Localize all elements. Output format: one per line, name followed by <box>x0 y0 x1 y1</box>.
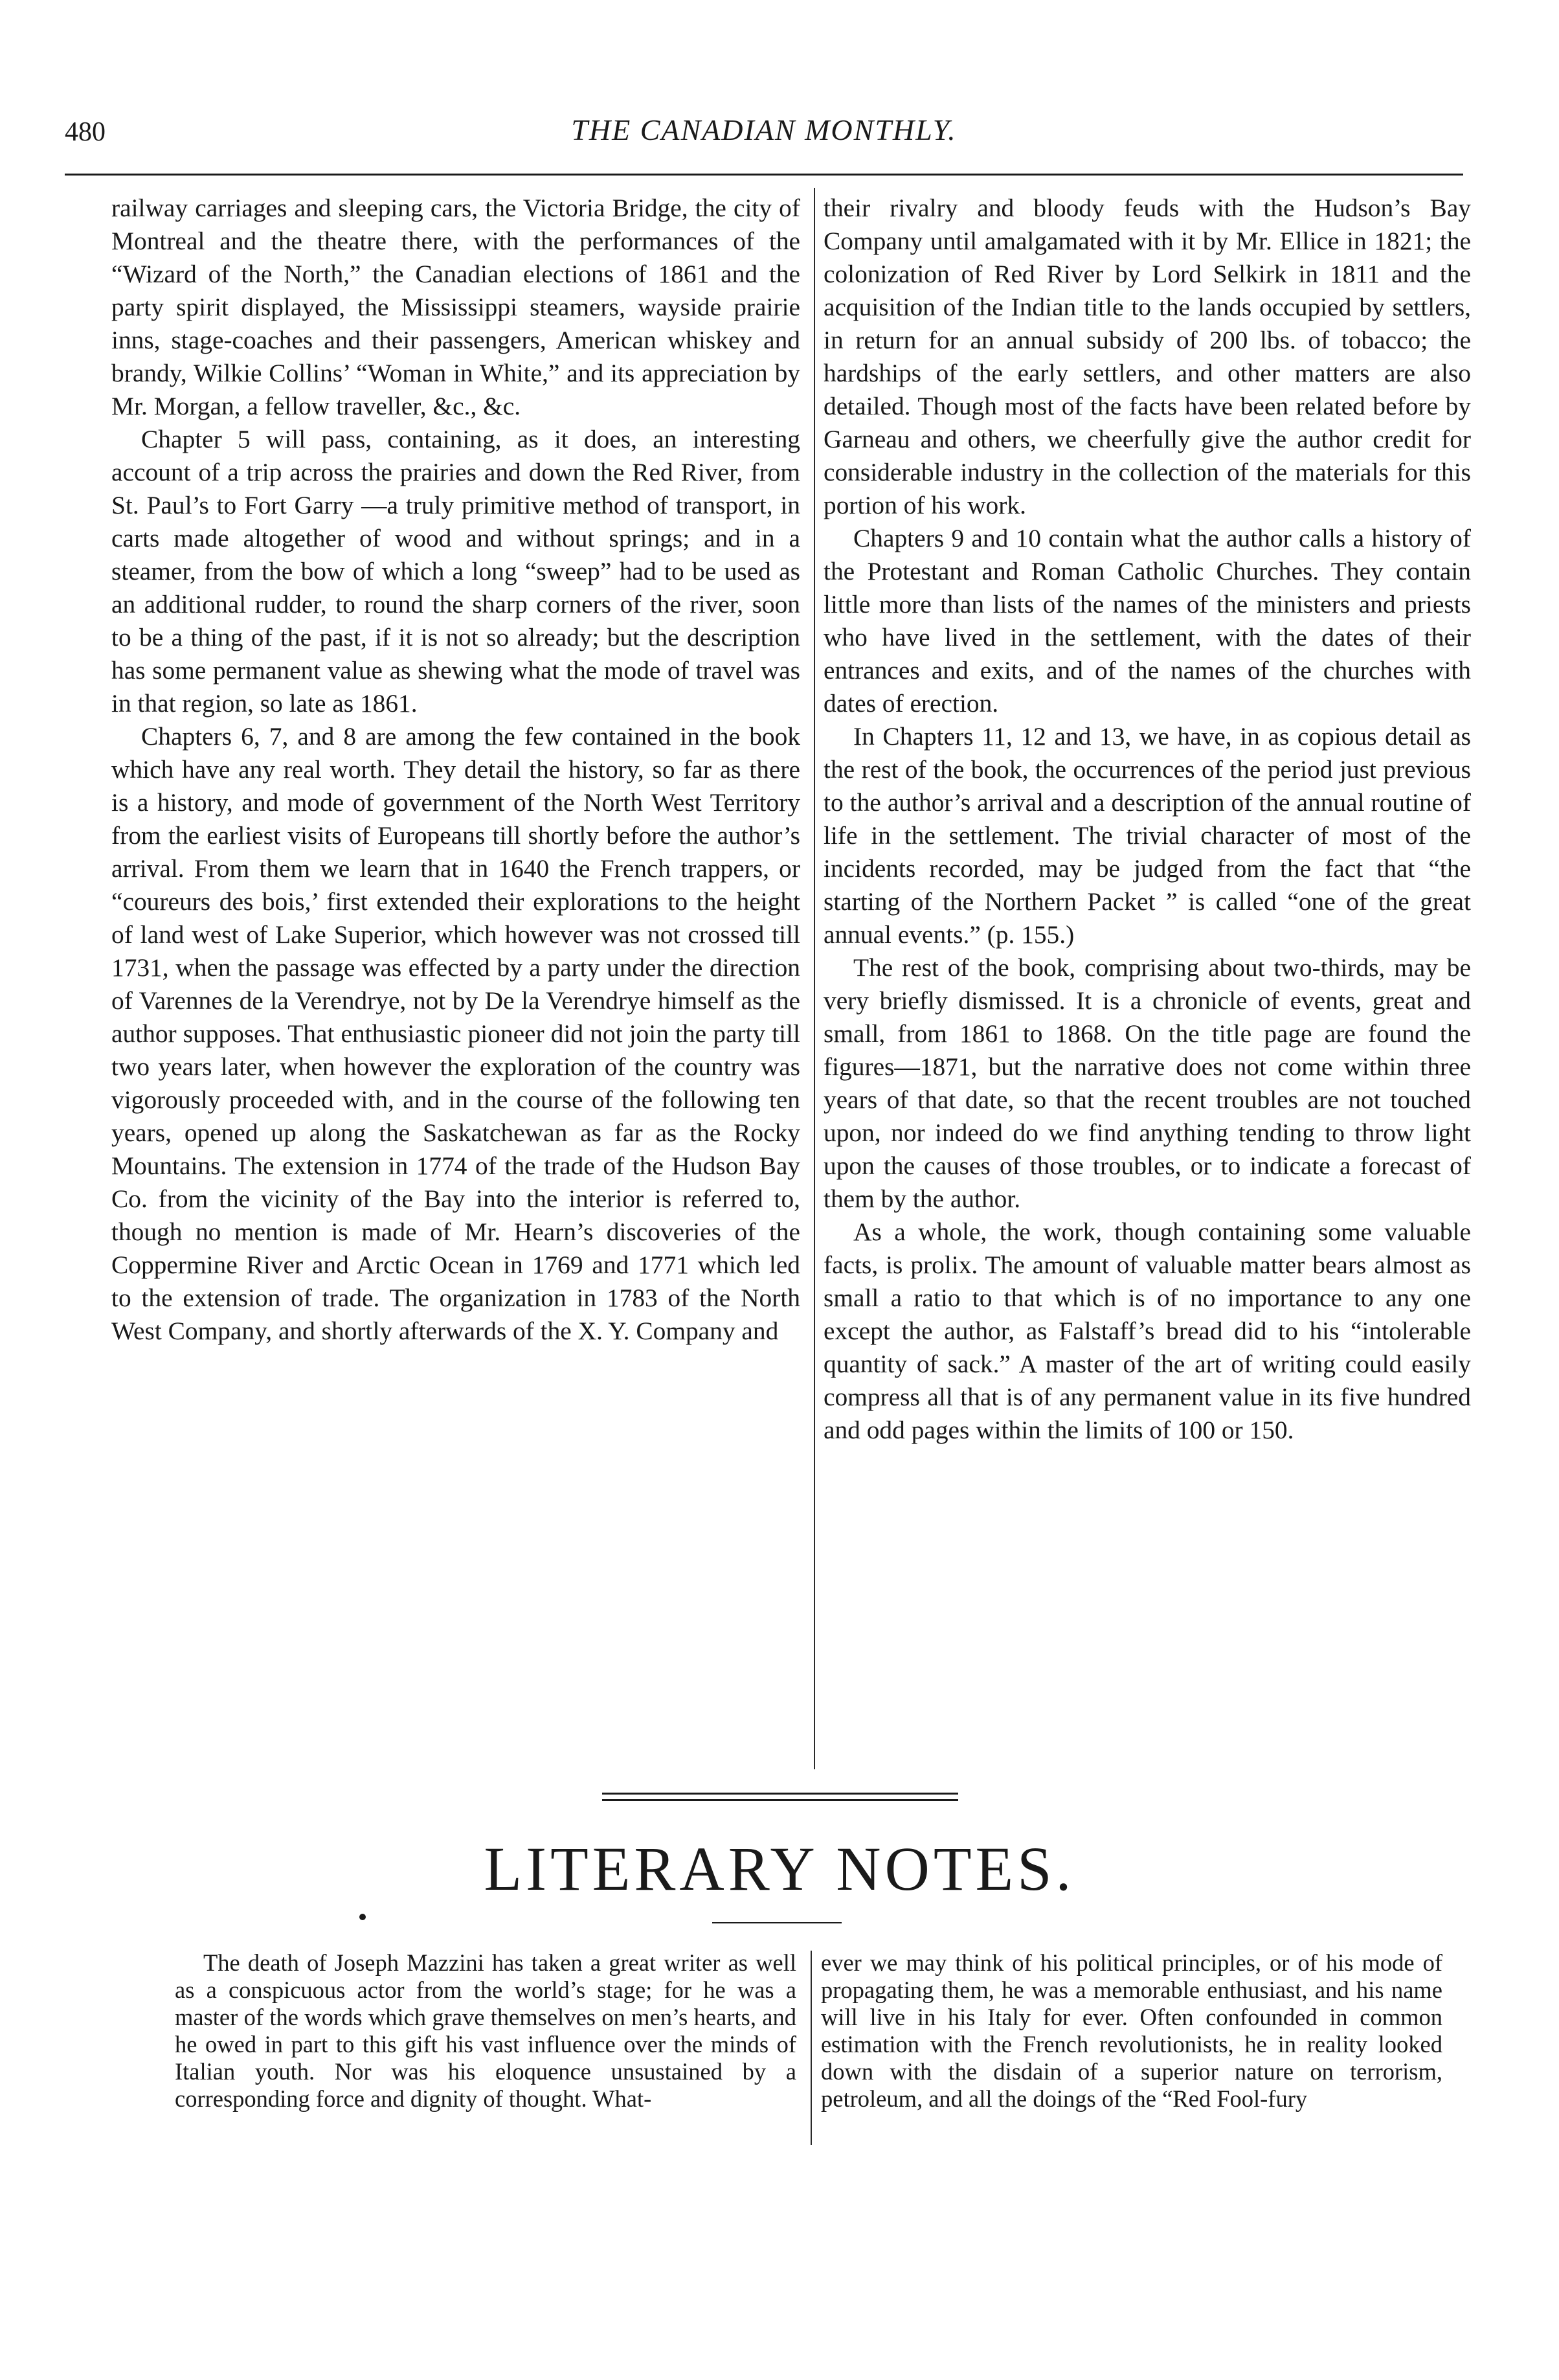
section-separator-rule <box>602 1793 958 1795</box>
section-separator-rule <box>602 1799 958 1801</box>
review-column-left <box>111 192 800 1348</box>
paragraph: their rivalry and bloody feuds with the Hudson’s Bay Company until amalgamated with it by Mr. Ellice in 1821; the colonization of Red River by Lord Selkirk in 1811 and the acquisition of the Indian title to the lands occupied by settlers, in return for an annual subsidy of 200 lbs. of tobacco; the hardships of the early settlers, and other matters are also detailed. Though most of the facts have been related before by Garneau and others, we cheerfully give the author credit for considerable industry in the collection of the materials for this portion of his work. <box>824 194 1471 519</box>
paragraph: Chapters 9 and 10 contain what the author calls a history of the Protestant and Roman Catholic Churches. They contain little more than lists of the names of the ministers and priests who have lived in the settlement, with the dates of their entrances and exits, and of the names of the churches with dates of erection. <box>824 524 1471 718</box>
page-number: 480 <box>65 117 106 147</box>
paragraph: The death of Joseph Mazzini has taken a great writer as well as a conspicuous actor from the world’s stage; for he was a master of the words which grave themselves on men’s hearts, and he owed in part to this gift his vast influence over the minds of Italian youth. Nor was his eloquence unsustained by a corresponding force and dignity of thought. What- <box>175 1949 796 2112</box>
header-rule <box>65 174 1463 176</box>
paragraph: Chapter 5 will pass, containing, as it does, an interesting account of a trip across the prairies and down the Red River, from St. Paul’s to Fort Garry —a truly primitive method of transport, in carts made altogether of wood and without springs; and in a steamer, from the bow of which a long “sweep” had to be used as an additional rudder, to round the sharp corners of the river, soon to be a thing of the past, if it is not so already; but the description has some permanent value as shewing what the mode of travel was in that region, so late as 1861. <box>111 425 800 718</box>
title-underline <box>712 1922 842 1923</box>
column-divider <box>814 188 815 1769</box>
paragraph: As a whole, the work, though containing some valuable facts, is prolix. The amount of valuable matter bears almost as small a ratio to that which is of no importance to any one except the author, as Falstaff’s bread did to his “intolerable quantity of sack.” A master of the art of writing could easily compress all that is of any permanent value in its five hundred and odd pages within the limits of 100 or 150. <box>824 1218 1471 1444</box>
notes-column-right <box>821 1949 1442 2113</box>
notes-column-left <box>175 1949 796 2113</box>
paragraph: Chapters 6, 7, and 8 are among the few contained in the book which have any real worth. They detail the history, so far as there is a history, and mode of government of the North West Territory from the earliest visits of Europeans till shortly before the author’s arrival. From them we learn that in 1640 the French trappers, or “coureurs des bois,’ first extended their explorations to the height of land west of Lake Superior, which however was not crossed till 1731, when the passage was effected by a party under the direction of Varennes de la Verendrye, not by De la Verendrye himself as the author supposes. That enthusiastic pioneer did not join the party till two years later, when however the exploration of the country was vigorously proceeded with, and in the course of the following ten years, opened up along the Saskatchewan as far as the Rocky Mountains. The extension in 1774 of the trade of the Hudson Bay Co. from the vicinity of the Bay into the interior is referred to, though no mention is made of Mr. Hearn’s discoveries of the Coppermine River and Arctic Ocean in 1769 and 1771 which led to the extension of trade. The organization in 1783 of the North West Company, and shortly afterwards of the X. Y. Company and <box>111 722 800 1345</box>
paragraph: railway carriages and sleeping cars, the Victoria Bridge, the city of Montreal and the theatre there, with the performances of the “Wizard of the North,” the Canadian elections of 1861 and the party spirit displayed, the Mississippi steamers, wayside prairie inns, stage-coaches and their passengers, American whiskey and brandy, Wilkie Collins’ “Woman in White,” and its appreciation by Mr. Morgan, a fellow traveller, &c., &c. <box>111 194 800 420</box>
paragraph: In Chapters 11, 12 and 13, we have, in as copious detail as the rest of the book, the occurrences of the period just previous to the author’s arrival and a description of the annual routine of life in the settlement. The trivial character of most of the incidents recorded, may be judged from the fact that “the starting of the Northern Packet ” is called “one of the great annual events.” (p. 155.) <box>824 722 1471 949</box>
ornament-dot <box>359 1914 366 1920</box>
column-divider <box>811 1951 812 2145</box>
paragraph: The rest of the book, comprising about two-thirds, may be very briefly dismissed. It is a chronicle of events, great and small, from 1861 to 1868. On the title page are found the figures—1871, but the narrative does not come within three years of that date, so that the recent troubles are not touched upon, nor indeed do we find anything tending to throw light upon the causes of those troubles, or to indicate a forecast of them by the author. <box>824 953 1471 1213</box>
page-header <box>65 110 1463 162</box>
review-column-right <box>824 192 1471 1447</box>
paragraph: ever we may think of his political principles, or of his mode of propagating them, he was a memorable enthusiast, and his name will live in his Italy for ever. Often confounded in common estimation with the French revolutionists, he in reality looked down with the disdain of a superior nature on terrorism, petroleum, and all the doings of the “Red Fool-fury <box>821 1949 1442 2112</box>
running-title: THE CANADIAN MONTHLY. <box>571 113 957 146</box>
section-title: LITERARY NOTES. <box>484 1834 1075 1903</box>
